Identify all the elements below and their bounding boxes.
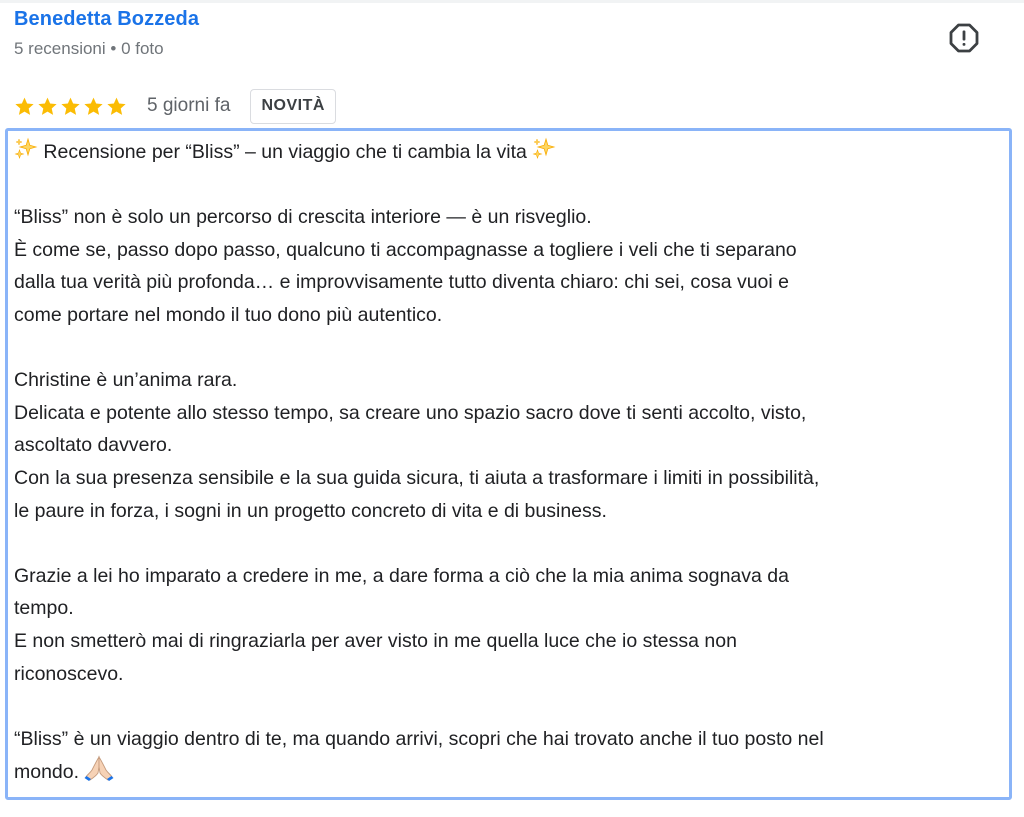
review-date: 5 giorni fa <box>147 95 231 116</box>
review-line: come portare nel mondo il tuo dono più autentico. <box>14 303 443 326</box>
review-line: Grazie a lei ho imparato a credere in me, a dare forma a ciò che la mia anima sognava da <box>14 564 789 587</box>
review-title-line <box>14 136 1004 169</box>
star-icon <box>37 96 58 117</box>
review-line: È come se, passo dopo passo, qualcuno ti accompagnasse a togliere i veli che ti separano <box>14 238 797 261</box>
star-icon <box>14 96 35 117</box>
paragraph-gap <box>14 690 1004 723</box>
review-line: Christine è un’anima rara. <box>14 369 238 392</box>
star-icon <box>106 96 127 117</box>
top-divider <box>0 0 1024 3</box>
star-icon <box>60 96 81 117</box>
review-last-line <box>14 755 1004 789</box>
sparkles-icon <box>532 137 556 161</box>
reviewer-meta: 5 recensioni • 0 foto <box>14 39 164 58</box>
review-line: riconoscevo. <box>14 662 124 685</box>
review-line: E non smetterò mai di ringraziarla per aver visto in me quella luce che io stessa non <box>14 629 737 652</box>
review-title: Recensione per “Bliss” – un viaggio che ti cambia la vita <box>43 141 527 163</box>
review-line: Con la sua presenza sensibile e la sua guida sicura, ti aiuta a trasformare i limiti in possibilità, <box>14 466 820 489</box>
report-review-button[interactable] <box>947 21 981 55</box>
review-text <box>14 136 1004 789</box>
sparkles-icon <box>14 137 38 161</box>
review-line: “Bliss” non è solo un percorso di crescita interiore — è un risveglio. <box>14 206 592 229</box>
review-line: Delicata e potente allo stesso tempo, sa creare uno spazio sacro dove ti senti accolto, visto, <box>14 401 807 424</box>
review-line: ascoltato davvero. <box>14 434 173 457</box>
new-badge: NOVITÀ <box>250 89 335 124</box>
review-line: dalla tua verità più profonda… e improvvisamente tutto diventa chiaro: chi sei, cosa vuoi e <box>14 271 790 294</box>
star-rating <box>14 96 127 117</box>
paragraph-gap <box>14 332 1004 365</box>
report-flag-icon <box>948 22 980 54</box>
review-line: mondo. <box>14 761 80 784</box>
review-line: le paure in forza, i sogni in un progetto concreto di vita e di business. <box>14 499 607 522</box>
review-line: tempo. <box>14 597 74 620</box>
rating-row <box>14 87 336 125</box>
review-line: “Bliss” è un viaggio dentro di te, ma quando arrivi, scopri che hai trovato anche il tuo posto nel <box>14 727 824 750</box>
paragraph-gap <box>14 169 1004 202</box>
reviewer-name-link[interactable]: Benedetta Bozzeda <box>14 8 200 30</box>
paragraph-gap <box>14 527 1004 560</box>
folded-hands-icon <box>84 755 114 781</box>
star-icon <box>83 96 104 117</box>
